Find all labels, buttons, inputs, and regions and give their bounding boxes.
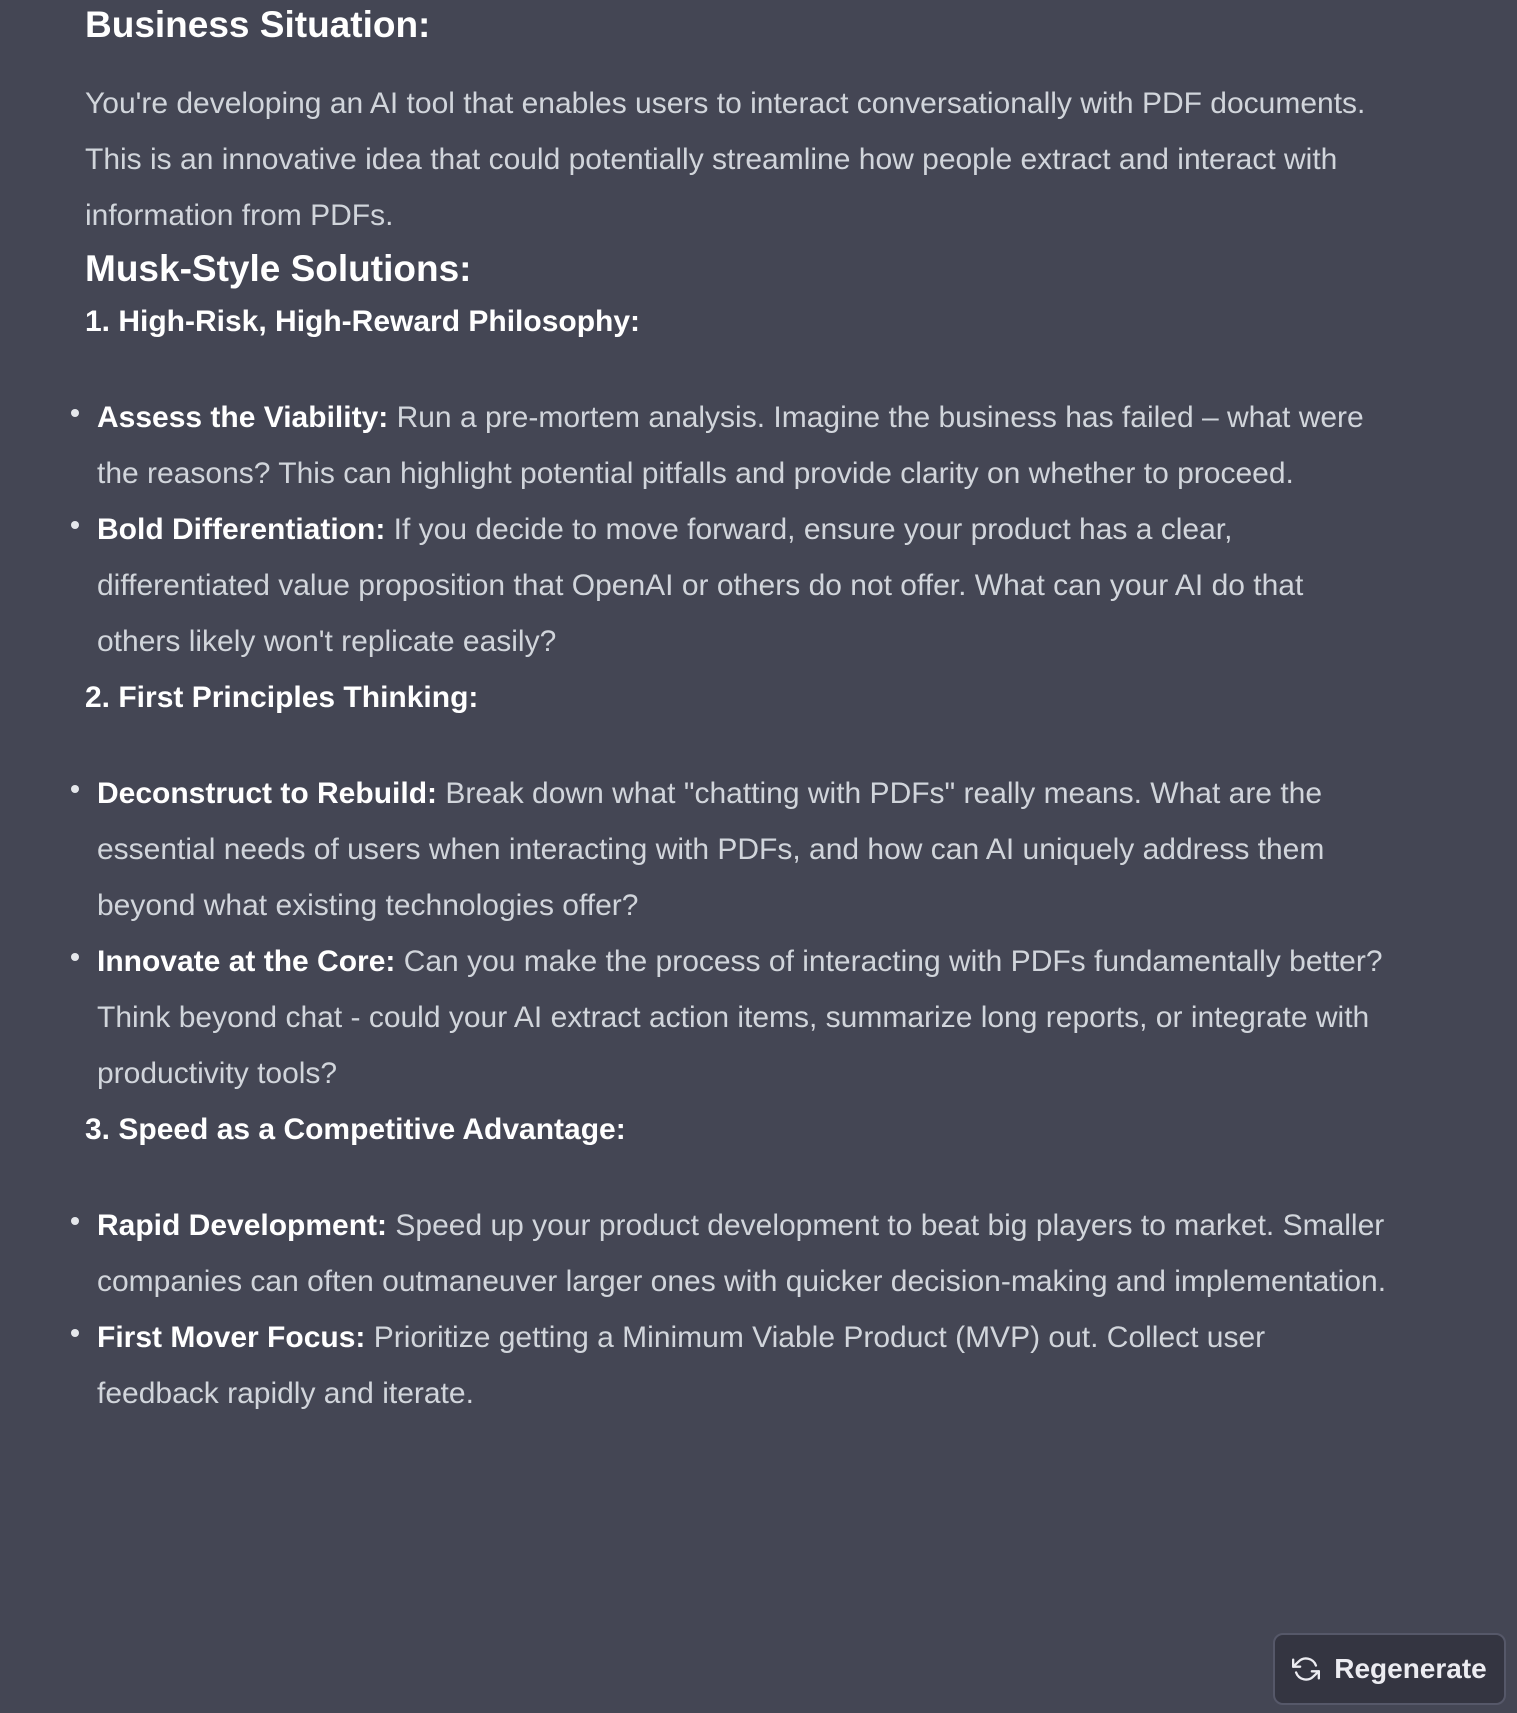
bullet-list-speed	[85, 1198, 1395, 1422]
bullet-term: Bold Differentiation:	[97, 513, 386, 546]
bullet-text: If you decide to move forward, ensure your product has a clear, differentiated value proposition that OpenAI or others do not offer. What can your AI do that others likely won't replicate easily?	[97, 513, 1304, 658]
list-item	[85, 502, 1395, 670]
bullet-term: First Mover Focus:	[97, 1321, 366, 1354]
bullet-text: Break down what "chatting with PDFs" really means. What are the essential needs of users when interacting with PDFs, and how can AI uniquely address them beyond what existing technologies offer?	[97, 777, 1325, 922]
bullet-term: Deconstruct to Rebuild:	[97, 777, 438, 810]
bullet-list-high-risk	[85, 390, 1395, 670]
assistant-message	[85, 0, 1395, 1422]
regenerate-label: Regenerate	[1334, 1653, 1487, 1684]
section-heading-first-principles: 2. First Principles Thinking:	[85, 681, 479, 714]
list-item	[85, 1198, 1395, 1310]
bullet-dot	[71, 521, 79, 529]
list-item	[85, 766, 1395, 934]
refresh-icon	[1292, 1655, 1320, 1683]
bullet-text: Speed up your product development to beat big players to market. Smaller companies can often outmaneuver larger ones with quicker decision-making and implementation.	[97, 1209, 1387, 1298]
bullet-text: Run a pre-mortem analysis. Imagine the business has failed – what were the reasons? This can highlight potential pitfalls and provide clarity on whether to proceed.	[97, 401, 1364, 490]
bullet-list-first-principles	[85, 766, 1395, 1102]
list-item	[85, 934, 1395, 1102]
section-heading-high-risk: 1. High-Risk, High-Reward Philosophy:	[85, 305, 641, 338]
section-heading-speed: 3. Speed as a Competitive Advantage:	[85, 1113, 626, 1146]
bullet-dot	[71, 1329, 79, 1337]
solutions-heading: Musk-Style Solutions:	[85, 248, 472, 289]
bullet-dot	[71, 1217, 79, 1225]
bullet-text: Prioritize getting a Minimum Viable Product (MVP) out. Collect user feedback rapidly and iterate.	[97, 1321, 1266, 1410]
list-item	[85, 390, 1395, 502]
business-situation-heading: Business Situation:	[85, 4, 431, 45]
bullet-text: Can you make the process of interacting with PDFs fundamentally better? Think beyond chat - could your AI extract action items, summarize long reports, or integrate with productivity tools?	[97, 945, 1383, 1090]
business-situation-text: You're developing an AI tool that enables users to interact conversationally with PDF documents. This is an innovative idea that could potentially streamline how people extract and interact with information from PDFs.	[85, 87, 1366, 232]
bullet-term: Rapid Development:	[97, 1209, 388, 1242]
bullet-dot	[71, 409, 79, 417]
bullet-dot	[71, 785, 79, 793]
bullet-dot	[71, 953, 79, 961]
regenerate-button[interactable]	[1273, 1633, 1506, 1705]
list-item	[85, 1310, 1395, 1422]
bullet-term: Assess the Viability:	[97, 401, 389, 434]
bullet-term: Innovate at the Core:	[97, 945, 396, 978]
